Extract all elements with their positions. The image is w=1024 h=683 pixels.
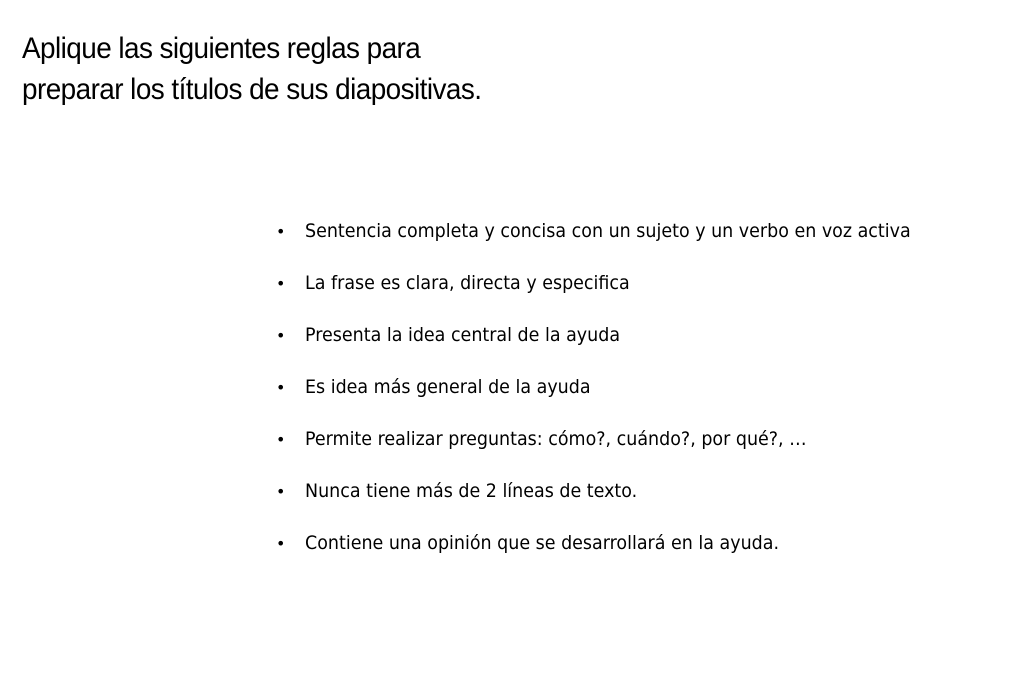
- bullet-item: [276, 270, 1016, 322]
- bullet-dot-icon: •: [276, 274, 286, 293]
- slide-title-line-2: preparar los títulos de sus diapositivas.: [22, 73, 482, 106]
- bullet-text: Sentencia completa y concisa con un sujeto y un verbo en voz activa: [305, 220, 911, 242]
- bullet-text: Nunca tiene más de 2 líneas de texto.: [305, 480, 638, 502]
- bullet-text: La frase es clara, directa y especifica: [305, 272, 630, 294]
- bullet-text: Es idea más general de la ayuda: [305, 376, 591, 398]
- bullet-item: [276, 218, 1016, 270]
- bullet-item: [276, 530, 1016, 582]
- bullet-dot-icon: •: [276, 222, 286, 241]
- bullet-dot-icon: •: [276, 482, 286, 501]
- bullet-dot-icon: •: [276, 326, 286, 345]
- bullet-dot-icon: •: [276, 534, 286, 553]
- bullet-text: Presenta la idea central de la ayuda: [305, 324, 621, 346]
- bullet-text: Contiene una opinión que se desarrollará en la ayuda.: [305, 532, 780, 554]
- slide-title-line-1: Aplique las siguientes reglas para: [22, 32, 421, 65]
- bullet-item: [276, 426, 1016, 478]
- bullet-item: [276, 374, 1016, 426]
- slide-title: [22, 28, 543, 110]
- bullet-item: [276, 322, 1016, 374]
- bullet-item: [276, 478, 1016, 530]
- bullet-text: Permite realizar preguntas: cómo?, cuándo?, por qué?, …: [305, 428, 807, 450]
- bullet-list: [276, 218, 1016, 582]
- bullet-dot-icon: •: [276, 378, 286, 397]
- bullet-dot-icon: •: [276, 430, 286, 449]
